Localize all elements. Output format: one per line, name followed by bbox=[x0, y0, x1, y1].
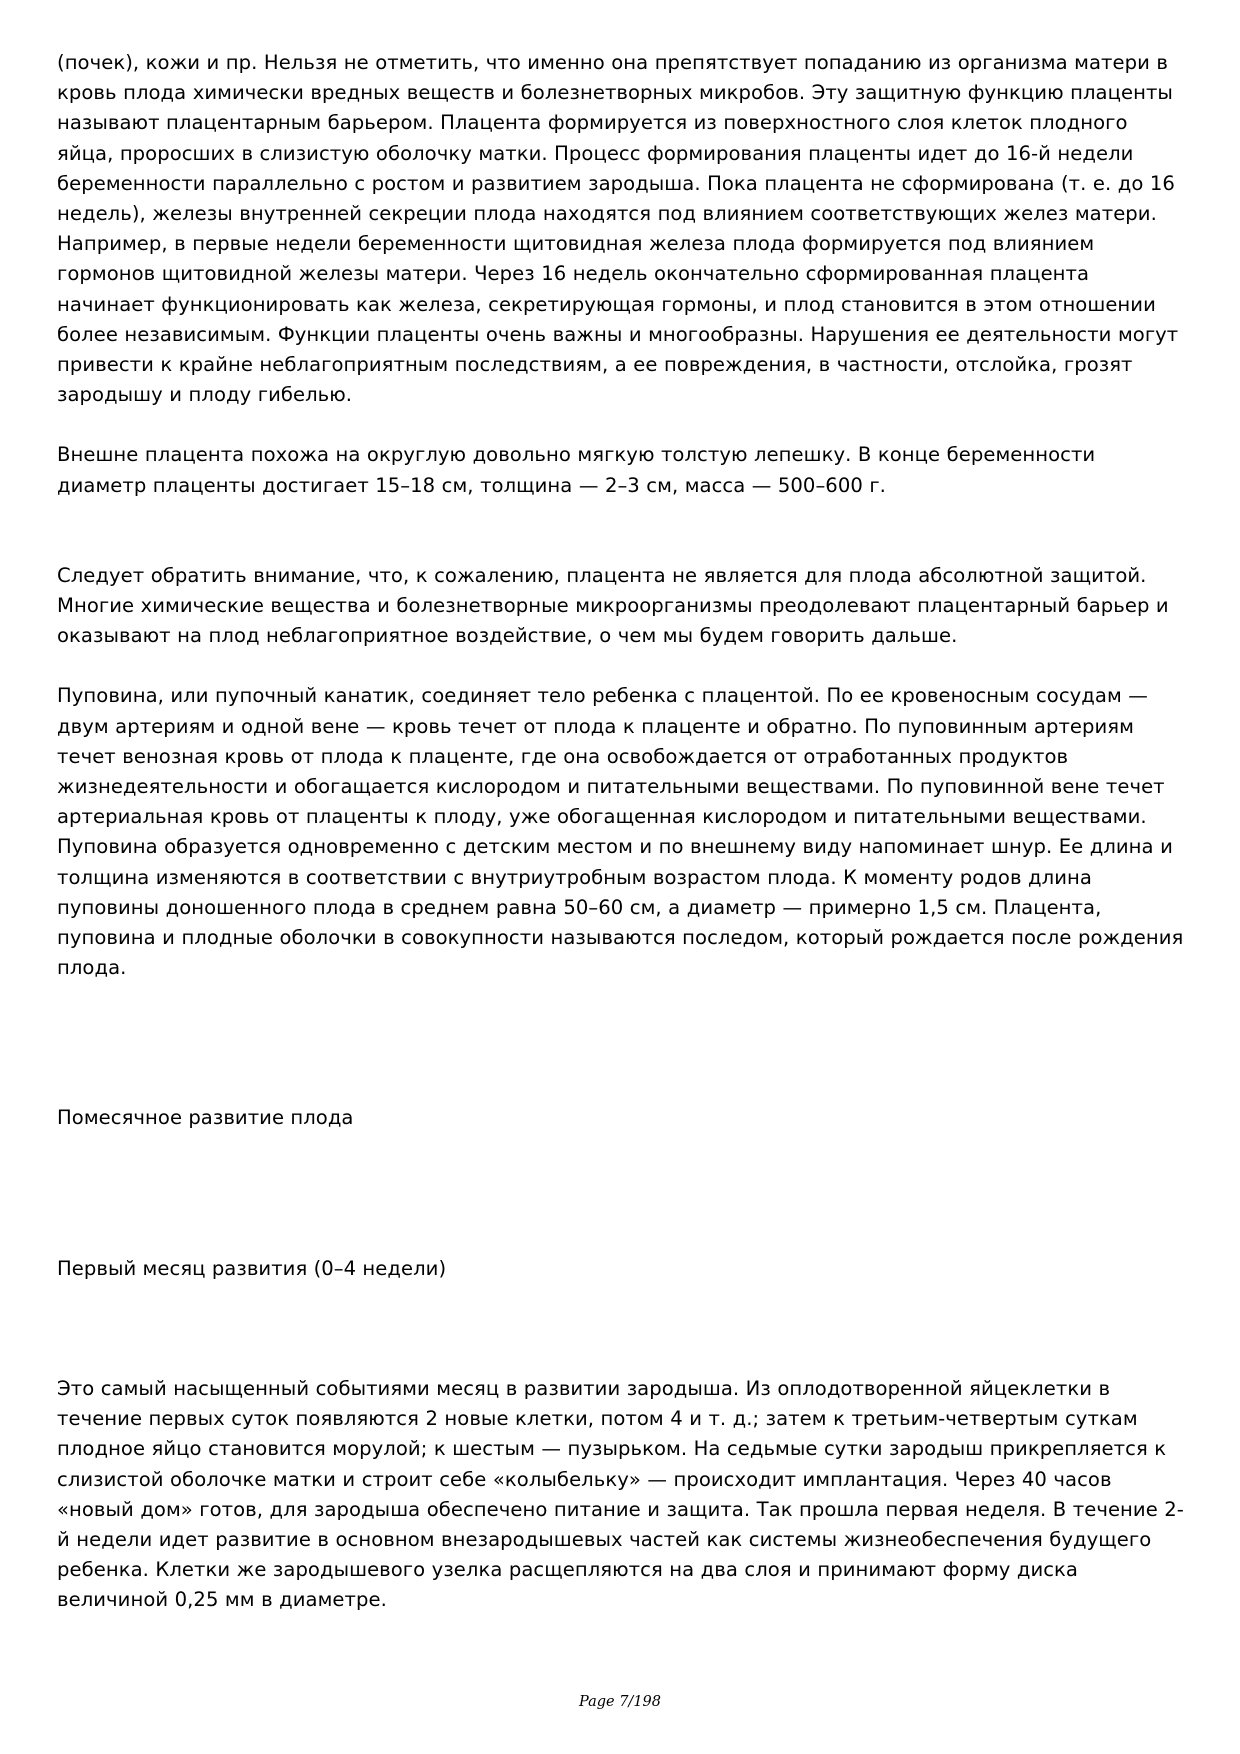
section-spacer bbox=[57, 983, 1190, 1103]
heading-first-month: Первый месяц развития (0–4 недели) bbox=[57, 1256, 447, 1280]
paragraph-not-absolute-protection: Следует обратить внимание, что, к сожалению, плацента не является для плода абсолютной защитой. Многие химические вещества и болезнетворные микроорганизмы преодолевают плацентарный барьер и оказывают на плод неблагоприятное воздействие, о чем мы будем говорить дальше. bbox=[57, 563, 1169, 648]
paragraph-spacer bbox=[57, 410, 1190, 440]
paragraph-umbilical-cord: Пуповина, или пупочный канатик, соединяет тело ребенка с плацентой. По ее кровеносным сосудам — двум артериям и одной вене — кровь течет от плода к плаценте и обратно. По пуповинным артериям течет венозная кровь от плода к плаценте, где она освобождается от отработанных продуктов жизнедеятельности и обогащается кислородом и питательными веществами. По пуповинной вене течет артериальная кровь от плаценты к плоду, уже обогащенная кислородом и питательными веществами. Пуповина образуется одновременно с детским местом и по внешнему виду напоминает шнур. Ее длина и толщина изменяются в соответствии с внутриутробным возрастом плода. К моменту родов длина пуповины доношенного плода в среднем равна 50–60 см, а диаметр — примерно 1,5 см. Плацента, пуповина и плодные оболочки в совокупности называются последом, который рождается после рождения плода. bbox=[57, 684, 1184, 980]
heading-monthly-development: Помесячное развитие плода bbox=[57, 1106, 354, 1130]
paragraph-placenta-appearance: Внешне плацента похожа на округлую довольно мягкую толстую лепешку. В конце беременности диаметр плаценты достигает 15–18 см, толщина — 2–3 см, масса — 500–600 г. bbox=[57, 443, 1096, 497]
page-footer: Page 7/198 bbox=[578, 1694, 661, 1710]
section-spacer bbox=[57, 1134, 1190, 1254]
paragraph-spacer bbox=[57, 651, 1190, 681]
paragraph-placenta-barrier: (почек), кожи и пр. Нельзя не отметить, что именно она препятствует попаданию из организма матери в кровь плода химически вредных веществ и болезнетворных микробов. Эту защитную функцию плаценты называют плацентарным барьером. Плацента формируется из поверхностного слоя клеток плодного яйца, проросших в слизистую оболочку матки. Процесс формирования плаценты идет до 16-й недели беременности параллельно с ростом и развитием зародыша. Пока плацента не сформирована (т. е. до 16 недель), железы внутренней секреции плода находятся под влиянием соответствующих желез матери. Например, в первые недели беременности щитовидная железа плода формируется под влиянием гормонов щитовидной железы матери. Через 16 недель окончательно сформированная плацента начинает функционировать как железа, секретирующая гормоны, и плод становится в этом отношении более независимым. Функции плаценты очень важны и многообразны. Нарушения ее деятельности могут привести к крайне неблагоприятным последствиям, а ее повреждения, в частности, отслойка, грозят зародышу и плоду гибелью. bbox=[57, 51, 1179, 407]
paragraph-spacer bbox=[57, 501, 1190, 561]
document-body bbox=[57, 48, 1190, 1616]
paragraph-first-month-body: Это самый насыщенный событиями месяц в развитии зародыша. Из оплодотворенной яйцеклетки в течение первых суток появляются 2 новые клетки, потом 4 и т. д.; затем к третьим-четвертым суткам плодное яйцо становится морулой; к шестым — пузырьком. На седьмые сутки зародыш прикрепляется к слизистой оболочке матки и строит себе «колыбельку» — происходит имплантация. Через 40 часов «новый дом» готов, для зародыша обеспечено питание и защита. Так прошла первая неделя. В течение 2-й недели идет развитие в основном внезародышевых частей как системы жизнеобеспечения будущего ребенка. Клетки же зародышевого узелка расщепляются на два слоя и принимают форму диска величиной 0,25 мм в диаметре. bbox=[57, 1376, 1184, 1612]
section-spacer bbox=[57, 1284, 1190, 1374]
